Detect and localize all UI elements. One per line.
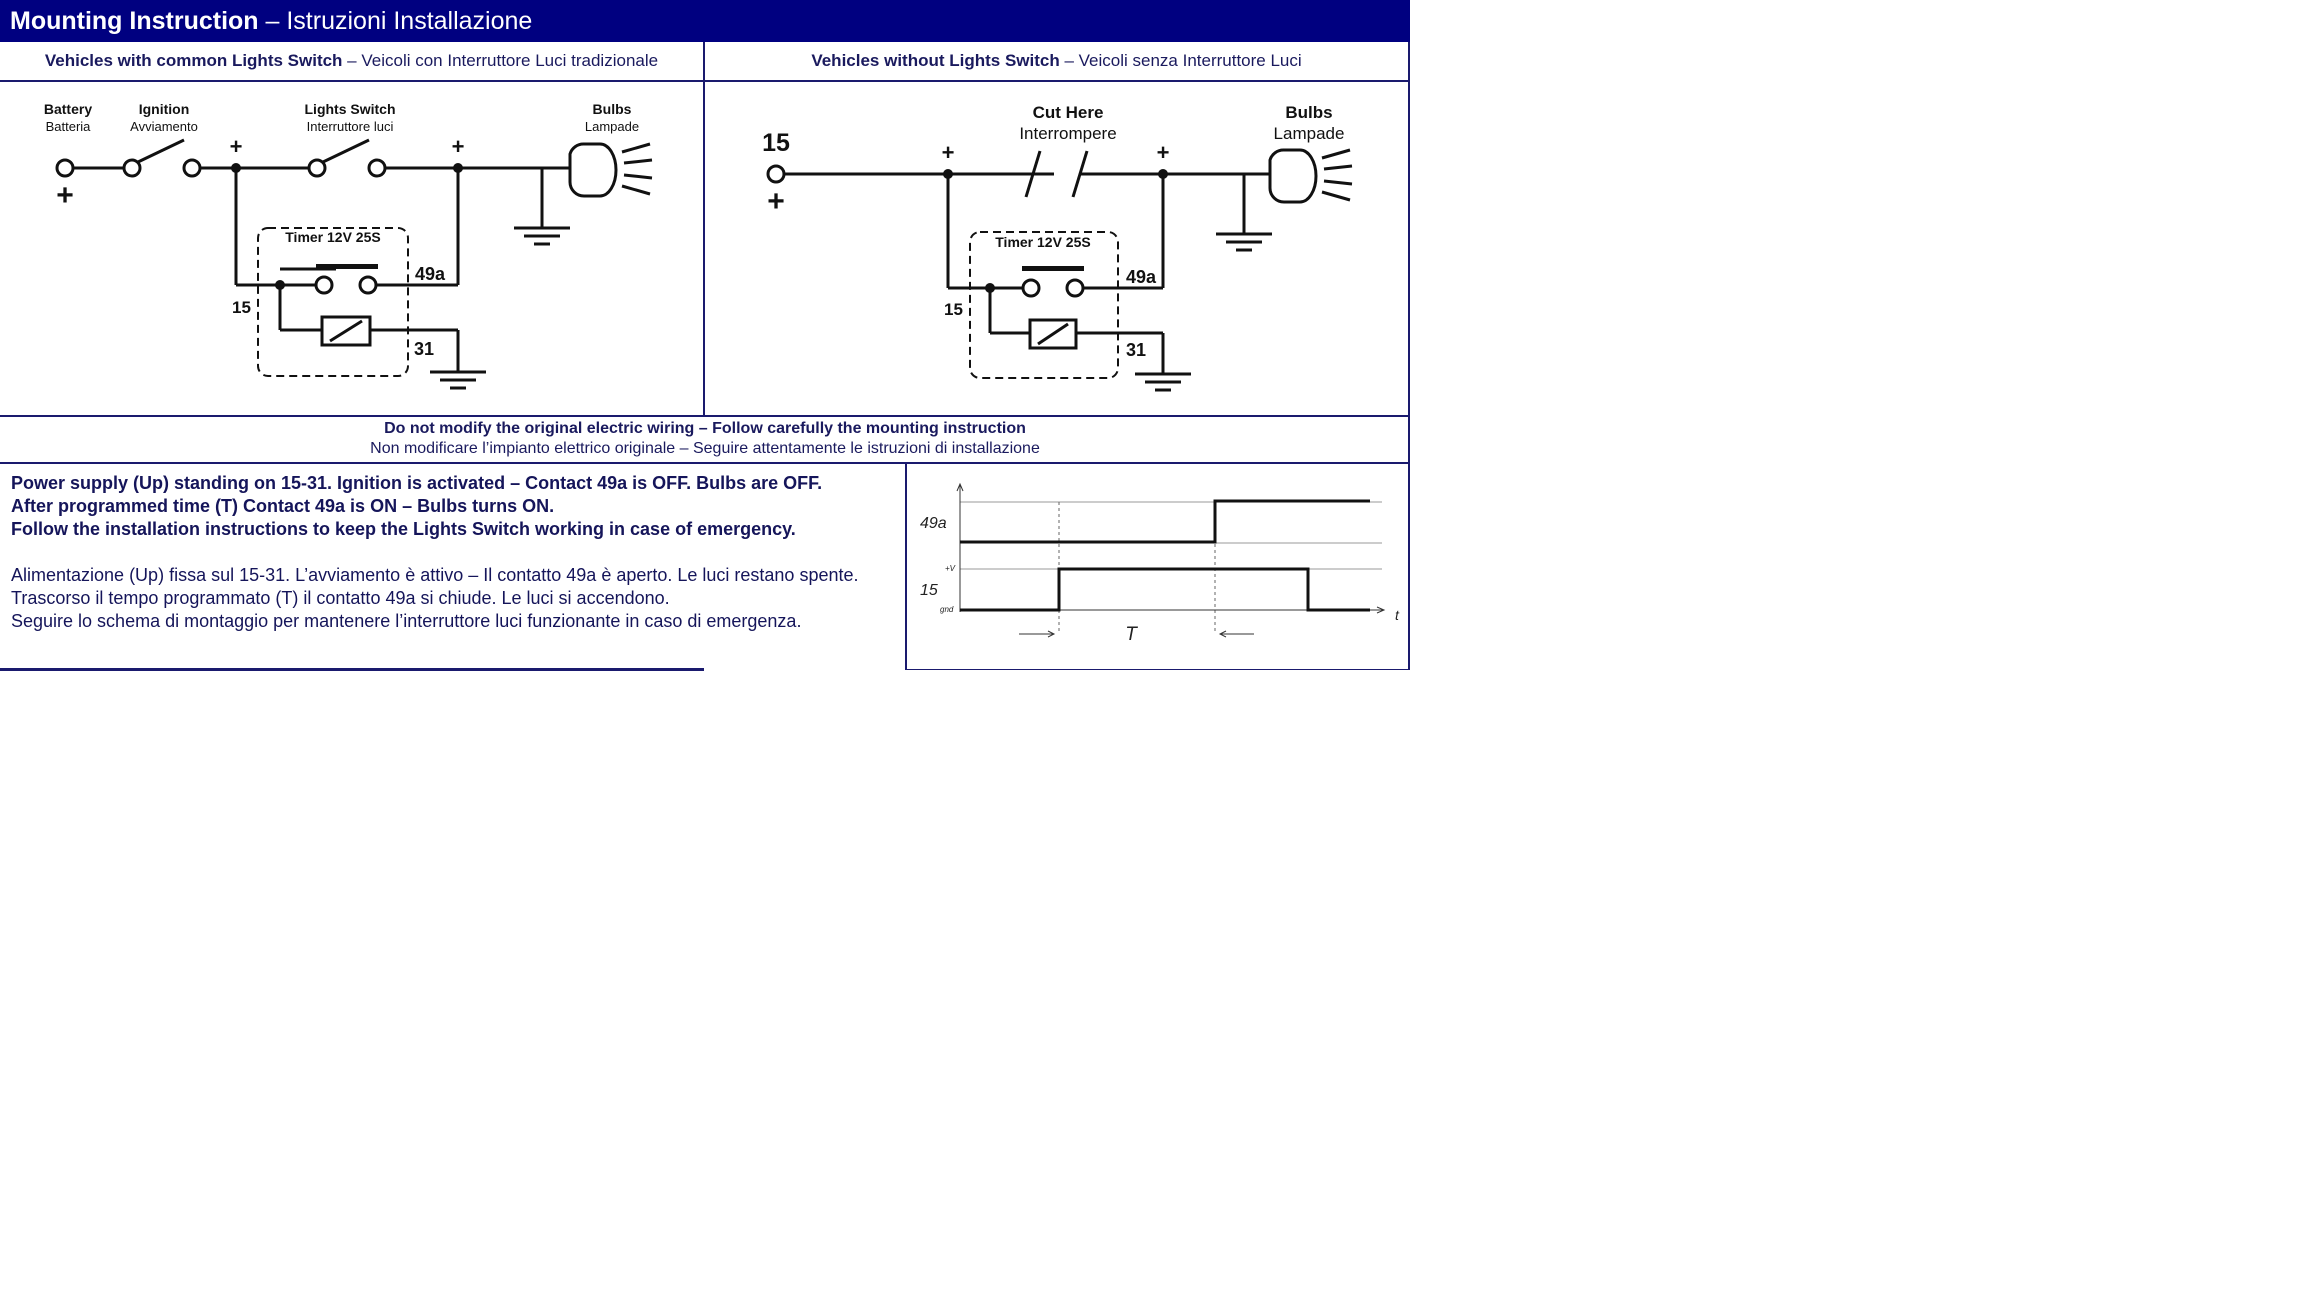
bulb-lamp	[1270, 150, 1316, 202]
desc-en-line: Power supply (Up) standing on 15-31. Ignition is activated – Contact 49a is OFF. Bulbs are OFF.	[11, 473, 823, 493]
relay-contact-right	[1067, 280, 1083, 296]
plus-sign: +	[451, 134, 465, 159]
notice-it: Non modificare l’impianto elettrico originale – Seguire attentamente le istruzioni di installazione	[370, 440, 1040, 457]
plus-sign: +	[941, 140, 955, 165]
battery-label-it: Batteria	[45, 119, 91, 134]
relay-contact-right	[360, 277, 376, 293]
timer-label: Timer 12V 25S	[995, 234, 1091, 250]
right-panel-title-en: Vehicles without Lights Switch	[811, 51, 1060, 70]
terminal-15-label: 15	[944, 300, 963, 319]
junction-node	[1158, 169, 1168, 179]
desc-it-line: Trascorso il tempo programmato (T) il contatto 49a si chiude. Le luci si accendono.	[11, 588, 670, 608]
desc-it-line: Alimentazione (Up) fissa sul 15-31. L’avviamento è attivo – Il contatto 49a è aperto. Le luci restano spente.	[11, 565, 859, 585]
right-wiring-diagram	[705, 82, 1408, 415]
junction-node	[275, 280, 285, 290]
ignition-contact-right	[184, 160, 200, 176]
ignition-switch-blade	[138, 140, 184, 162]
desc-it-line: Seguire lo schema di montaggio per mantenere l’interruttore luci funzionante in caso di emergenza.	[11, 611, 802, 631]
relay-contact-bar	[1022, 266, 1084, 271]
bulbs-label-it: Lampade	[1273, 124, 1345, 143]
plus-v-label: +V	[945, 564, 956, 573]
input-15-terminal	[768, 166, 784, 182]
cut-here-label-it: Interrompere	[1019, 124, 1117, 143]
battery-terminal	[57, 160, 73, 176]
bulbs-label: Bulbs	[1285, 103, 1333, 122]
mounting-instruction-sheet	[0, 0, 1410, 670]
left-panel-title-it: Veicoli con Interruttore Luci tradizionale	[361, 51, 659, 70]
frame-right-edge	[1408, 42, 1410, 670]
frame-line-bottom-right	[906, 669, 1410, 670]
desc-en-line: After programmed time (T) Contact 49a is ON – Bulbs turns ON.	[11, 496, 555, 516]
lights-switch-contact-right	[369, 160, 385, 176]
desc-en-line: Follow the installation instructions to keep the Lights Switch working in case of emergency.	[11, 519, 796, 539]
input-15-label: 15	[762, 129, 790, 157]
relay-contact-left	[1023, 280, 1039, 296]
terminal-31-label: 31	[1126, 340, 1147, 360]
lights-switch-label-it: Interruttore luci	[306, 119, 394, 134]
terminal-15-label: 15	[232, 298, 251, 317]
battery-plus-sign: +	[56, 179, 74, 212]
junction-node	[943, 169, 953, 179]
left-panel-title	[0, 42, 703, 80]
timer-module-outline	[970, 232, 1118, 378]
title-italian: Istruzioni Installazione	[286, 7, 533, 35]
lights-switch-blade	[323, 140, 369, 162]
bulbs-label-it: Lampade	[584, 119, 640, 134]
junction-node	[453, 163, 463, 173]
relay-contact-left	[316, 277, 332, 293]
timer-label: Timer 12V 25S	[285, 229, 381, 245]
input-plus-sign: +	[767, 185, 785, 218]
frame-line-bottom-left	[0, 668, 704, 671]
bulbs-label: Bulbs	[592, 101, 632, 117]
notice-en: Do not modify the original electric wiring – Follow carefully the mounting instruction	[384, 420, 1026, 437]
cut-here-label: Cut Here	[1032, 103, 1104, 122]
battery-label: Battery	[43, 101, 93, 117]
header-bar	[0, 0, 1410, 42]
signal-15-trace	[960, 569, 1370, 610]
terminal-31-label: 31	[414, 339, 435, 359]
signal-49a-label: 49a	[920, 515, 947, 532]
right-panel-title-it: Veicoli senza Interruttore Luci	[1078, 51, 1302, 70]
lights-switch-contact-left	[309, 160, 325, 176]
bulb-lamp	[570, 144, 616, 196]
operation-description	[11, 472, 901, 633]
left-panel-title-en: Vehicles with common Lights Switch	[44, 51, 343, 70]
signal-49a-trace	[960, 501, 1370, 542]
left-panel-title-sep: –	[342, 51, 362, 70]
plus-sign: +	[229, 134, 243, 159]
ignition-contact-left	[124, 160, 140, 176]
right-panel-title	[705, 42, 1408, 80]
left-wiring-diagram	[0, 82, 703, 415]
terminal-49a-label: 49a	[1126, 267, 1157, 287]
lights-switch-label: Lights Switch	[304, 101, 396, 117]
period-label: T	[1125, 624, 1137, 645]
junction-node	[985, 283, 995, 293]
plus-sign: +	[1156, 140, 1170, 165]
timing-diagram	[907, 464, 1408, 668]
title-english: Mounting Instruction	[10, 7, 259, 35]
right-panel-title-sep: –	[1059, 51, 1079, 70]
title-separator: –	[258, 7, 287, 35]
gnd-label: gnd	[940, 605, 954, 614]
terminal-49a-label: 49a	[415, 264, 446, 284]
junction-node	[231, 163, 241, 173]
wiring-notice	[0, 416, 1410, 462]
ignition-label-it: Avviamento	[130, 119, 198, 134]
time-axis-label: t	[1395, 607, 1399, 623]
relay-contact-bar	[316, 264, 378, 269]
ignition-label: Ignition	[138, 101, 190, 117]
signal-15-label: 15	[920, 582, 938, 599]
